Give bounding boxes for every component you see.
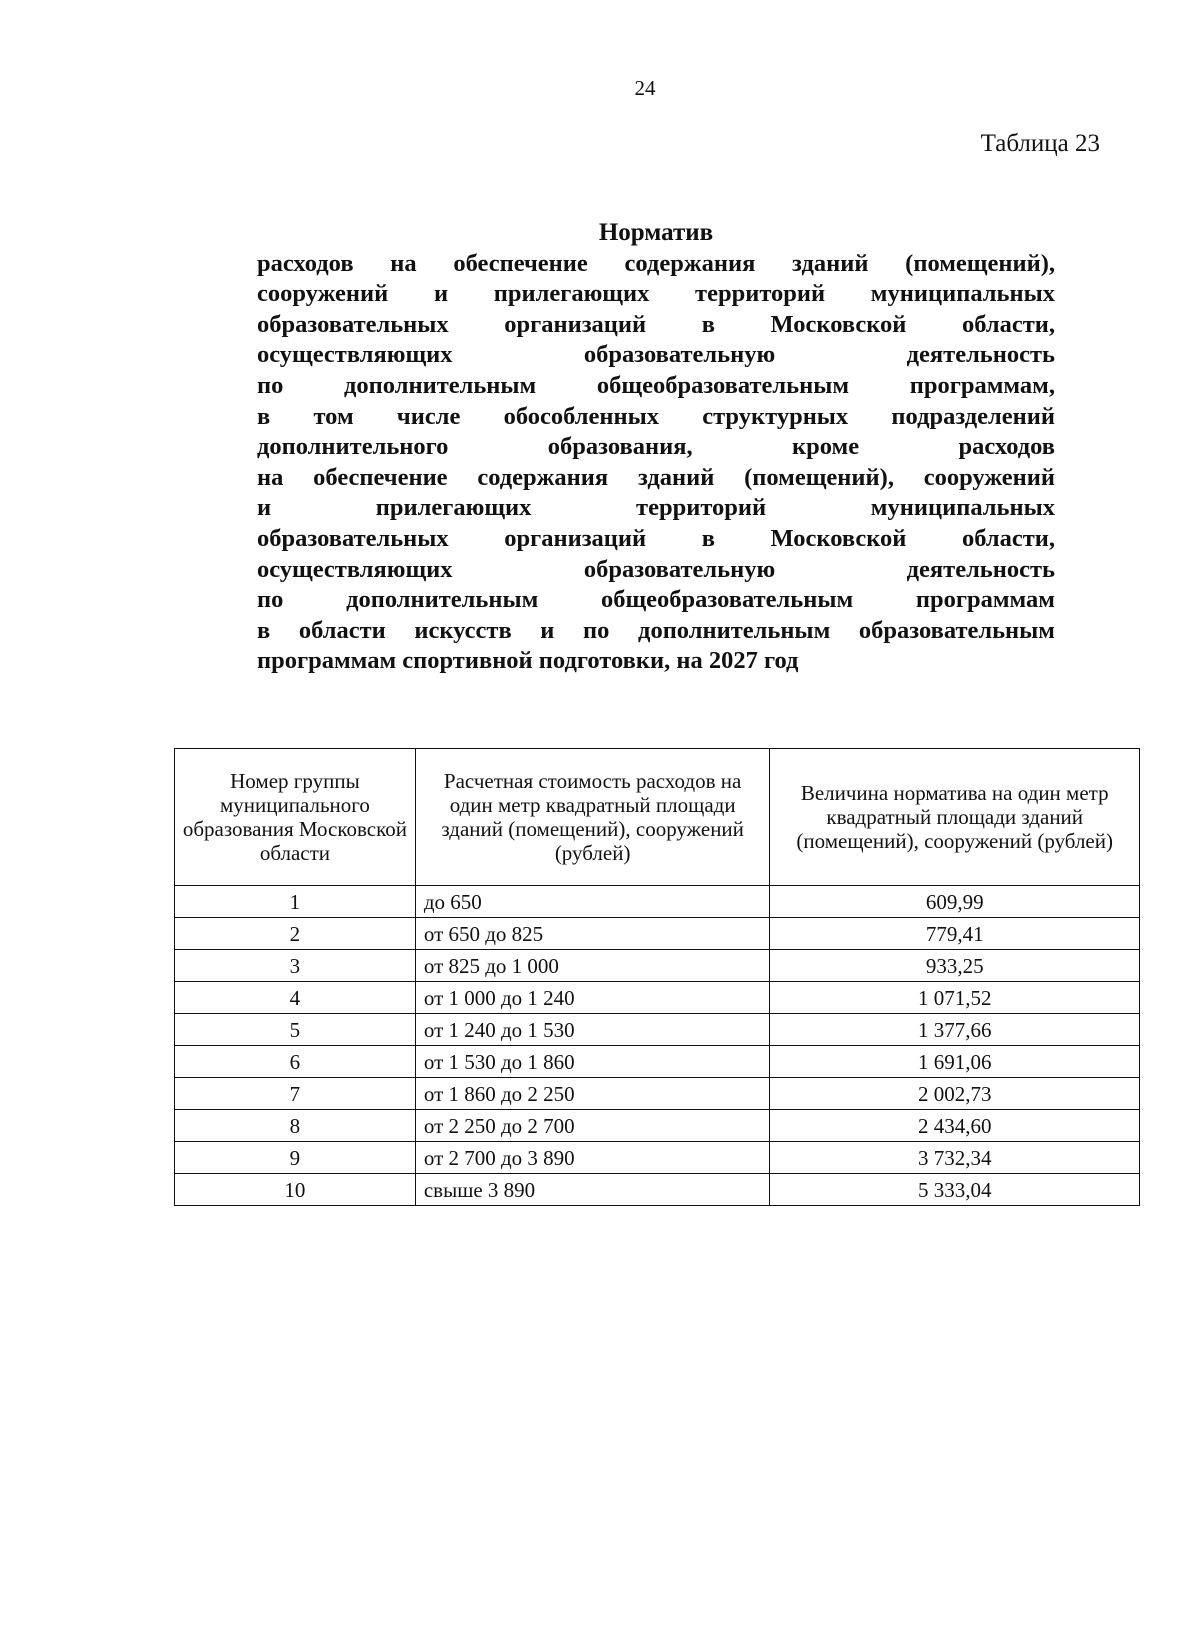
title-line: по дополнительным общеобразовательным программам [257,586,1055,614]
cell-group: 4 [175,982,416,1014]
table-row [175,1046,1140,1078]
document-title [257,218,1055,677]
header-norm-value: Величина норматива на один метр квадратный площади зданий (помещений), сооружений (рублей) [770,749,1140,886]
cell-cost: от 1 240 до 1 530 [415,1014,770,1046]
cell-group: 5 [175,1014,416,1046]
table-row [175,1110,1140,1142]
cell-norm: 2 434,60 [770,1110,1140,1142]
title-line: на обеспечение содержания зданий (помещений), сооружений [257,463,1055,491]
cell-norm: 933,25 [770,950,1140,982]
header-group-number: Номер группы муниципального образования Московской области [175,749,416,886]
cell-cost: от 650 до 825 [415,918,770,950]
title-line: осуществляющих образовательную деятельность [257,341,1055,369]
title-line: образовательных организаций в Московской области, [257,524,1055,552]
cell-norm: 3 732,34 [770,1142,1140,1174]
table-label: Таблица 23 [980,130,1100,157]
cell-cost: от 825 до 1 000 [415,950,770,982]
title-line: образовательных организаций в Московской области, [257,310,1055,338]
title-line: по дополнительным общеобразовательным программам, [257,371,1055,399]
title-line: дополнительного образования, кроме расходов [257,433,1055,461]
table-row [175,982,1140,1014]
cell-cost: до 650 [415,886,770,918]
table-row [175,1078,1140,1110]
cell-norm: 1 691,06 [770,1046,1140,1078]
table-header-row [175,749,1140,886]
title-line: сооружений и прилегающих территорий муниципальных [257,280,1055,308]
title-line: в том числе обособленных структурных подразделений [257,402,1055,430]
cell-cost: свыше 3 890 [415,1174,770,1206]
title-heading: Норматив [598,219,714,246]
cell-norm: 2 002,73 [770,1078,1140,1110]
cell-cost: от 2 700 до 3 890 [415,1142,770,1174]
table-row [175,918,1140,950]
title-line: в области искусств и по дополнительным образовательным [257,616,1055,644]
cell-group: 9 [175,1142,416,1174]
page-number: 24 [634,76,656,100]
cell-cost: от 1 530 до 1 860 [415,1046,770,1078]
cell-group: 8 [175,1110,416,1142]
cell-group: 10 [175,1174,416,1206]
cell-cost: от 2 250 до 2 700 [415,1110,770,1142]
cell-norm: 609,99 [770,886,1140,918]
title-line: осуществляющих образовательную деятельность [257,555,1055,583]
cell-cost: от 1 860 до 2 250 [415,1078,770,1110]
cell-group: 3 [175,950,416,982]
title-line: расходов на обеспечение содержания зданий (помещений), [257,249,1055,277]
table-row [175,950,1140,982]
table-row [175,886,1140,918]
table-row [175,1174,1140,1206]
title-line: программам спортивной подготовки, на 2027 год [257,647,799,675]
cell-norm: 1 071,52 [770,982,1140,1014]
cell-cost: от 1 000 до 1 240 [415,982,770,1014]
cell-group: 2 [175,918,416,950]
cell-norm: 779,41 [770,918,1140,950]
cell-norm: 5 333,04 [770,1174,1140,1206]
cell-norm: 1 377,66 [770,1014,1140,1046]
title-line: и прилегающих территорий муниципальных [257,494,1055,522]
table-row [175,1142,1140,1174]
cell-group: 1 [175,886,416,918]
header-estimated-cost: Расчетная стоимость расходов на один метр квадратный площади зданий (помещений), сооружений (рублей) [415,749,770,886]
cell-group: 6 [175,1046,416,1078]
norm-table [174,748,1140,1206]
table-row [175,1014,1140,1046]
cell-group: 7 [175,1078,416,1110]
